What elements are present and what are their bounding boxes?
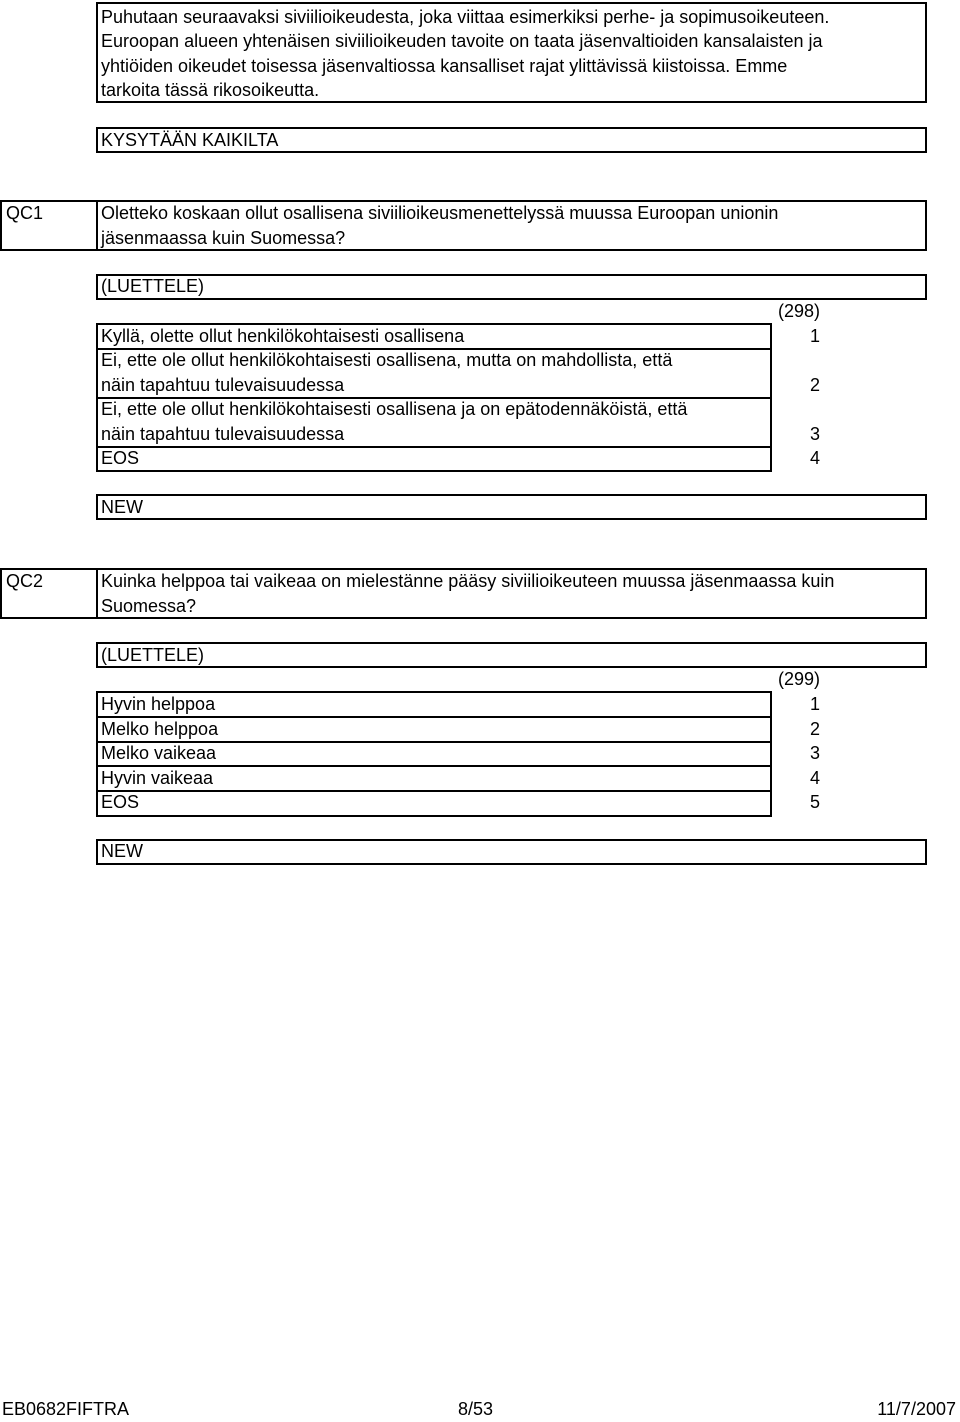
qc1-option-code: 1 (809, 326, 820, 346)
qc2-question-line: Kuinka helppoa tai vaikeaa on mielestänne pääsy siviilioikeuteen muussa jäsenmaassa kuin (101, 571, 835, 591)
intro-line: Puhutaan seuraavaksi siviilioikeudesta, joka viittaa esimerkiksi perhe- ja sopimusoikeuteen. (101, 7, 830, 27)
qc1-option-code: 2 (809, 375, 820, 395)
qc1-option-label: EOS (101, 448, 140, 468)
qc2-option-code: 3 (809, 743, 820, 763)
qc1-option-label: Ei, ette ole ollut henkilökohtaisesti osallisena, mutta on mahdollista, että (101, 350, 673, 370)
instruction-all: KYSYTÄÄN KAIKILTA (101, 130, 279, 150)
qc1-option-code: 3 (809, 424, 820, 444)
qc1-option-label: näin tapahtuu tulevaisuudessa (101, 375, 345, 395)
qc2-new-label: NEW (101, 841, 143, 861)
qc1-new-label: NEW (101, 497, 143, 517)
qc2-option-label: Hyvin helppoa (101, 694, 216, 714)
footer-date: 11/7/2007 (877, 1399, 956, 1419)
qc1-label: QC1 (6, 203, 44, 223)
qc1-option-label: Ei, ette ole ollut henkilökohtaisesti osallisena ja on epätodennäköistä, että (101, 399, 688, 419)
qc2-option-label: EOS (101, 792, 140, 812)
qc1-option-label: näin tapahtuu tulevaisuudessa (101, 424, 345, 444)
qc2-option-label: Melko helppoa (101, 719, 219, 739)
qc2-option-code: 4 (809, 768, 820, 788)
qc1-question-line: Oletteko koskaan ollut osallisena siviilioikeusmenettelyssä muussa Euroopan unionin (101, 203, 779, 223)
qc2-code-header: (299) (777, 669, 820, 689)
footer-page-number: 8/53 (458, 1399, 494, 1419)
qc1-instruction: (LUETTELE) (101, 276, 205, 296)
footer-doc-id: EB0682FIFTRA (2, 1399, 130, 1419)
qc2-option-label: Hyvin vaikeaa (101, 768, 214, 788)
qc2-option-label: Melko vaikeaa (101, 743, 217, 763)
intro-line: Euroopan alueen yhtenäisen siviilioikeuden tavoite on taata jäsenvaltioiden kansalaisten ja (101, 31, 823, 51)
qc1-option-label: Kyllä, olette ollut henkilökohtaisesti osallisena (101, 326, 465, 346)
qc2-option-code: 2 (809, 719, 820, 739)
qc2-option-code: 1 (809, 694, 820, 714)
qc2-instruction: (LUETTELE) (101, 645, 205, 665)
intro-line: tarkoita tässä rikosoikeutta. (101, 80, 320, 100)
qc1-option-code: 4 (809, 448, 820, 468)
qc1-question-line: jäsenmaassa kuin Suomessa? (101, 228, 346, 248)
qc2-label: QC2 (6, 571, 44, 591)
qc1-code-header: (298) (777, 301, 820, 321)
intro-line: yhtiöiden oikeudet toisessa jäsenvaltiossa kansalliset rajat ylittävissä kiistoissa. Emme (101, 56, 788, 76)
qc2-option-code: 5 (809, 792, 820, 812)
qc2-question-line: Suomessa? (101, 596, 197, 616)
